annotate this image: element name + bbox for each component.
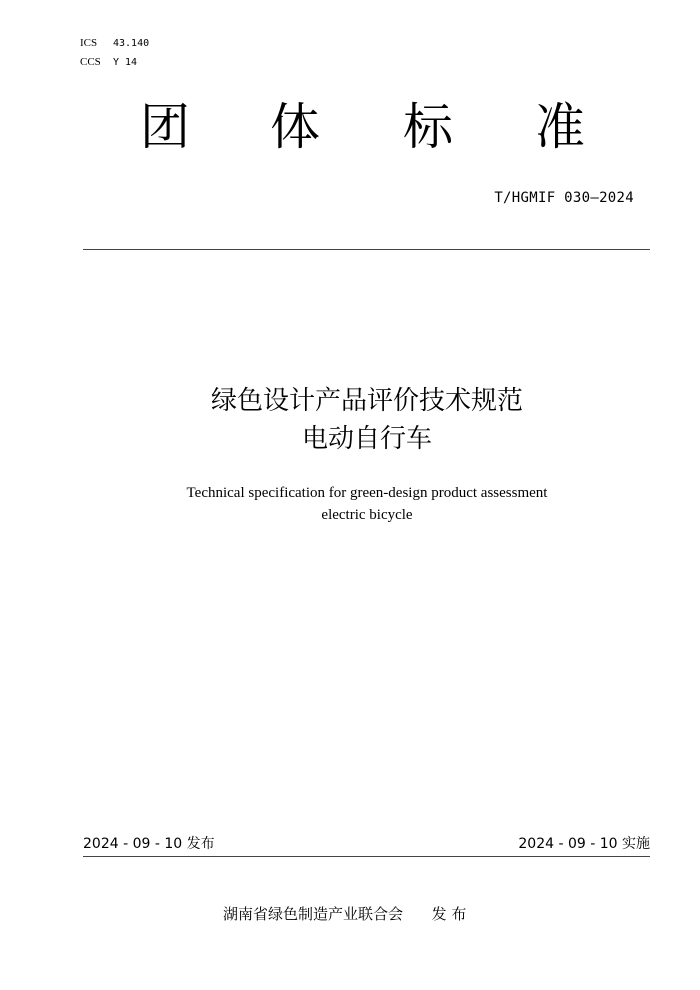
ics-value: 43.140 — [113, 38, 150, 49]
implementation-date: 2024 - 09 - 10 实施 — [518, 836, 650, 852]
document-type-char: 体 — [270, 98, 320, 156]
ics-code — [80, 34, 149, 53]
standard-number: T/HGMIF 030—2024 — [494, 190, 634, 206]
english-title-line: Technical specification for green-design product assessment — [186, 485, 548, 501]
document-type-heading — [0, 92, 700, 162]
publish-label: 发 布 — [431, 905, 467, 923]
ics-label: ICS — [80, 37, 98, 49]
chinese-subtitle-line: 电动自行车 — [301, 424, 432, 454]
classification-codes — [80, 34, 149, 72]
chinese-title — [0, 382, 700, 458]
english-title — [0, 482, 700, 526]
ccs-value: Y 14 — [113, 57, 138, 68]
english-subtitle-line: electric bicycle — [321, 507, 413, 523]
issue-date: 2024 - 09 - 10 发布 — [83, 836, 215, 852]
publisher-name: 湖南省绿色制造产业联合会 — [223, 905, 404, 923]
bottom-divider — [83, 856, 650, 857]
document-type-char: 标 — [403, 98, 453, 156]
ccs-code — [80, 53, 149, 72]
document-type-char: 准 — [535, 98, 585, 156]
top-divider — [83, 249, 650, 250]
document-type-char: 团 — [140, 98, 190, 156]
ccs-label: CCS — [80, 56, 101, 68]
publisher-line — [223, 903, 466, 925]
chinese-title-line: 绿色设计产品评价技术规范 — [210, 386, 523, 416]
